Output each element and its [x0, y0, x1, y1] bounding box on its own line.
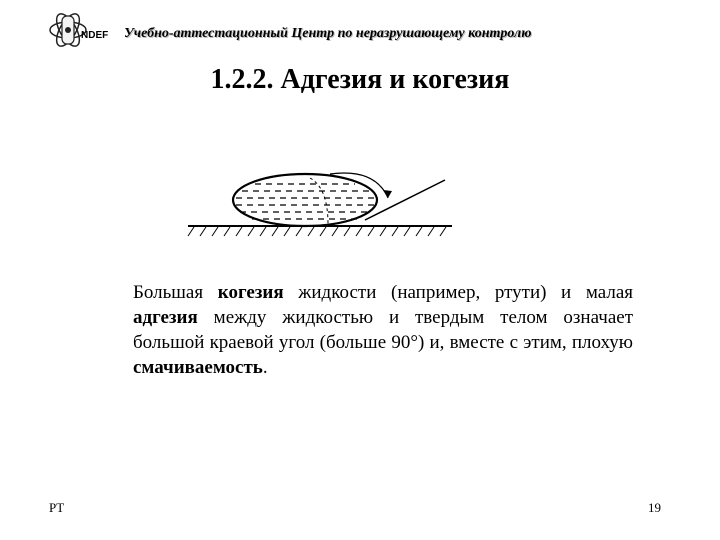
body-text-4: .	[262, 357, 268, 378]
atom-logo-icon	[44, 8, 116, 52]
page-number: 19	[648, 500, 661, 515]
footer-label: PT	[49, 500, 65, 515]
body-text-1: Большая	[133, 282, 218, 303]
slide-title: 1.2.2. Адгезия и когезия	[210, 64, 510, 95]
droplet-on-surface-icon	[180, 160, 460, 250]
term-adhesion: адгезия	[133, 307, 198, 328]
droplet-diagram	[180, 160, 460, 250]
term-cohesion: когезия	[217, 282, 284, 303]
body-paragraph	[133, 280, 633, 380]
org-title: Учебно-аттестационный Центр по неразрушающему контролю	[124, 26, 532, 41]
header	[0, 0, 720, 50]
body-text-2: жидкости (например, ртути) и малая	[283, 282, 634, 303]
body-text-3: между жидкостью и твердым телом означает большой краевой угол (больше 90°) и, вместе с этим, плохую	[133, 307, 633, 353]
logo-text: NDEF	[81, 30, 109, 41]
term-wettability: смачиваемость	[133, 357, 263, 378]
ndef-logo	[44, 8, 116, 52]
